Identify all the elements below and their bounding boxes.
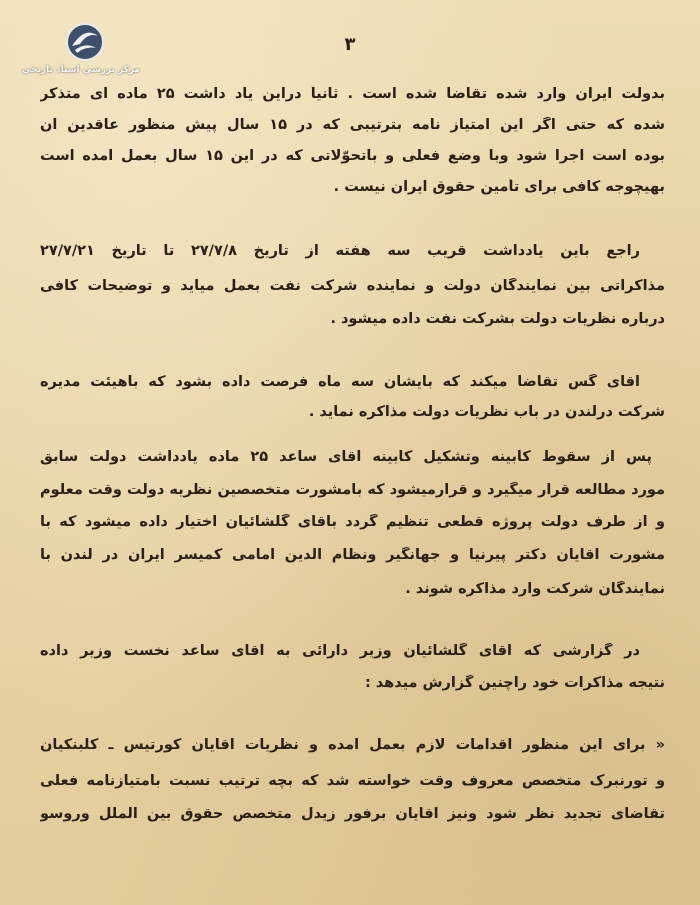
text-line: مشورت آقایان دکتر پیرنیا و جهانگیر ونظام الدین امامی کمیسر ایران در لندن با (40, 547, 665, 563)
text-line: آقای گس تقاضا میکند که بایشان سه ماه فرصت داده بشود که باهیئت مدیره (40, 374, 640, 390)
text-line: مذاکراتی بین نمایندگان دولت و نماینده شرکت نفت بعمل میآید و توضیحات کافی (40, 278, 665, 294)
text-line: شده که حتی اگر این امتیاز نامه بترتیبی که در ۱۵ سال پیش منظور عاقدین آن (40, 117, 665, 133)
text-line: تقاضای تجدید نظر شود ونیز آقایان برفور زیدل متخصص حقوق بین الملل وروسو (40, 806, 665, 822)
archive-logo-caption: مرکز بررسی اسناد تاریخی (21, 65, 140, 75)
text-line: بهیچوجه کافی برای تأمین حقوق ایران نیست . (333, 179, 665, 195)
text-line: نتیجه مذاکرات خود راچنین گزارش میدهد : (364, 675, 665, 691)
text-line: شرکت درلندن در باب نظریات دولت مذاکره نماید . (308, 404, 665, 420)
archive-logo (21, 22, 140, 82)
page-number: ۳ (344, 34, 356, 55)
text-line: « برای این منظور اقدامات لازم بعمل آمده و نظریات آقایان کورتیس ـ کلبنکیان (40, 737, 665, 753)
text-line: پس از سقوط کابینه وتشکیل کابینه آقای ساعد ۲۵ ماده یادداشت دولت سابق (40, 449, 652, 465)
text-line: و از طرف دولت پروژه قطعی تنظیم گردد بآقای گلشائیان اختیار داده میشود که با (40, 514, 665, 530)
text-line: مورد مطالعه قرار میگیرد و قرارمیشود که بامشورت متخصصین نظریه دولت وقت معلوم (40, 482, 665, 498)
text-line: راجع باین یادداشت قریب سه هفته از تاریخ ۲۷/۷/۸ تا تاریخ ۲۷/۷/۲۱ (40, 243, 640, 259)
text-line: نمایندگان شرکت وارد مذاکره شوند . (405, 581, 665, 597)
archive-emblem-icon (58, 22, 112, 66)
text-line: در گزارشی که آقای گلشائیان وزیر دارائی به آقای ساعد نخست وزیر داده (40, 643, 640, 659)
text-line: بوده است اجرا شود وبا وضع فعلی و باتحوّلاتی که در این ۱۵ سال بعمل آمده است (40, 148, 665, 164)
text-line: بدولت ایران وارد شده تقاضا شده است . ثانیاً دراین یاد داشت ۲۵ ماده ای متذکر (40, 86, 665, 102)
text-line: و تورنبرک متخصص معروف وقت خواسته شد که بچه ترتیب نسبت بامتیازنامه فعلی (40, 773, 665, 789)
text-line: درباره نظریات دولت بشرکت نفت داده میشود . (330, 311, 665, 327)
